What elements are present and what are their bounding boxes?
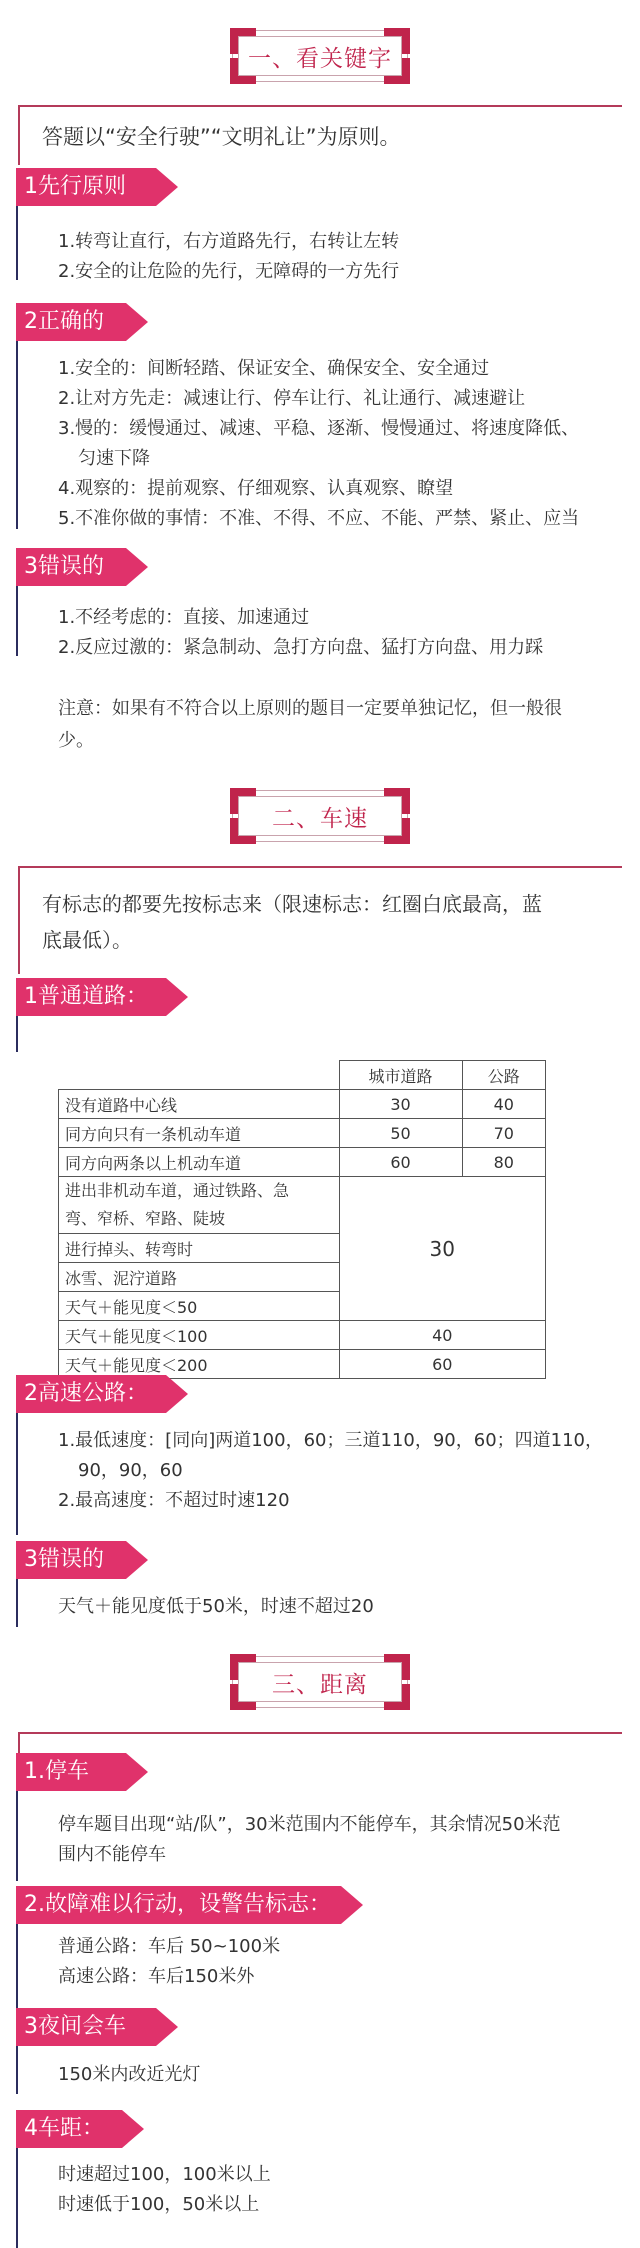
table-cell — [59, 1177, 340, 1234]
text-line: 1.不经考虑的：直接、加速通过 — [58, 607, 310, 628]
table-cell-merged: 30 — [339, 1177, 546, 1321]
text-block — [58, 2060, 620, 2090]
table-cell: 50 — [339, 1119, 462, 1148]
table-row — [59, 1148, 546, 1177]
table-row — [59, 1321, 546, 1350]
table-cell: 70 — [462, 1119, 546, 1148]
text-block — [58, 2160, 620, 2220]
table-cell: 同方向只有一条机动车道 — [59, 1119, 340, 1148]
text-line: 4.观察的：提前观察、仔细观察、认真观察、瞭望 — [58, 478, 454, 499]
tab-label: 1普通道路： — [16, 978, 166, 1016]
table-header-row — [59, 1061, 546, 1090]
table-cell: 天气＋能见度＜50 — [59, 1292, 340, 1321]
text-line: 时速超过100，100米以上 — [58, 2164, 271, 2185]
section-title-2 — [0, 782, 640, 852]
table-cell: 30 — [339, 1090, 462, 1119]
cell-line: 进出非机动车道，通过铁路、急 — [65, 1181, 290, 1200]
table-cell: 80 — [462, 1148, 546, 1177]
text-line: 普通公路：车后 50~100米 — [58, 1936, 281, 1957]
text-line: 2.让对方先走：减速让行、停车让行、礼让通行、减速避让 — [58, 388, 526, 409]
table-header: 公路 — [462, 1061, 546, 1090]
table-cell: 冰雪、泥泞道路 — [59, 1263, 340, 1292]
table-row — [59, 1177, 546, 1234]
table-cell: 40 — [462, 1090, 546, 1119]
text-block — [58, 1932, 620, 1992]
table-row — [59, 1090, 546, 1119]
text-line: 少。 — [58, 730, 94, 751]
note-block — [58, 693, 620, 757]
section-title-3 — [0, 1648, 640, 1718]
intro-text: 答题以“安全行驶”“文明礼让”为原则。 — [42, 125, 401, 149]
table-cell — [59, 1061, 340, 1090]
table-cell: 同方向两条以上机动车道 — [59, 1148, 340, 1177]
table-cell: 天气＋能见度＜100 — [59, 1321, 340, 1350]
cell-line: 弯、窄桥、窄路、陡坡 — [65, 1209, 226, 1228]
section-title-text: 二、车速 — [238, 796, 402, 836]
text-line: 注意：如果有不符合以上原则的题目一定要单独记忆，但一般很 — [58, 698, 562, 719]
text-line: 高速公路：车后150米外 — [58, 1966, 255, 1987]
tab-label: 2.故障难以行动，设警告标志： — [16, 1886, 341, 1924]
table-cell: 进行掉头、转弯时 — [59, 1234, 340, 1263]
text-line: 底最低）。 — [42, 928, 132, 952]
text-line: 1.最低速度：[同向]两道100，60；三道110，90，60；四道110， — [58, 1430, 603, 1451]
text-block — [58, 227, 620, 287]
text-line: 停车题目出现“站/队”，30米范围内不能停车，其余情况50米范 — [58, 1814, 561, 1835]
text-line: 2.最高速度：不超过时速120 — [58, 1490, 290, 1511]
tab-label: 3夜间会车 — [16, 2008, 156, 2046]
text-line: 1.转弯让直行，右方道路先行，右转让左转 — [58, 231, 400, 252]
table-cell: 60 — [339, 1350, 546, 1379]
text-block — [58, 1426, 620, 1516]
text-line: 3.慢的：缓慢通过、减速、平稳、逐渐、慢慢通过、将速度降低、 — [58, 418, 580, 439]
tab-label: 3错误的 — [16, 1541, 126, 1579]
table-header: 城市道路 — [339, 1061, 462, 1090]
text-line: 围内不能停车 — [58, 1844, 166, 1865]
table-cell: 60 — [339, 1148, 462, 1177]
section-title-text: 三、距离 — [238, 1662, 402, 1702]
text-line: 有标志的都要先按标志来（限速标志：红圈白底最高，蓝 — [42, 892, 542, 916]
text-line: 5.不准你做的事情：不准、不得、不应、不能、严禁、紧止、应当 — [58, 508, 580, 529]
text-block — [58, 354, 620, 534]
table-cell: 没有道路中心线 — [59, 1090, 340, 1119]
tab-label: 4车距： — [16, 2110, 122, 2148]
tab-label: 2高速公路： — [16, 1375, 166, 1413]
tab-label: 2正确的 — [16, 303, 126, 341]
text-line: 1.安全的：间断轻踏、保证安全、确保安全、安全通过 — [58, 358, 490, 379]
text-line: 时速低于100，50米以上 — [58, 2194, 260, 2215]
text-line: 匀速下降 — [78, 448, 150, 469]
text-line: 90，90，60 — [78, 1460, 183, 1481]
table-row — [59, 1119, 546, 1148]
tab-label: 1.停车 — [16, 1753, 126, 1791]
text-block — [58, 603, 620, 663]
intro-text — [42, 886, 612, 958]
tab-label: 3错误的 — [16, 548, 126, 586]
speed-table — [58, 1060, 546, 1379]
text-line: 天气＋能见度低于50米，时速不超过20 — [58, 1596, 374, 1617]
text-block — [58, 1810, 620, 1870]
intro-frame — [18, 866, 622, 974]
section-title-text: 一、看关键字 — [238, 36, 402, 76]
text-block — [58, 1592, 620, 1622]
table-cell: 天气＋能见度＜200 — [59, 1350, 340, 1379]
section-title-1 — [0, 22, 640, 92]
text-line: 2.反应过激的：紧急制动、急打方向盘、猛打方向盘、用力踩 — [58, 637, 544, 658]
table-cell: 40 — [339, 1321, 546, 1350]
tab-label: 1先行原则 — [16, 168, 156, 206]
text-line: 150米内改近光灯 — [58, 2064, 201, 2085]
intro-frame — [18, 105, 622, 165]
text-line: 2.安全的让危险的先行，无障碍的一方先行 — [58, 261, 400, 282]
